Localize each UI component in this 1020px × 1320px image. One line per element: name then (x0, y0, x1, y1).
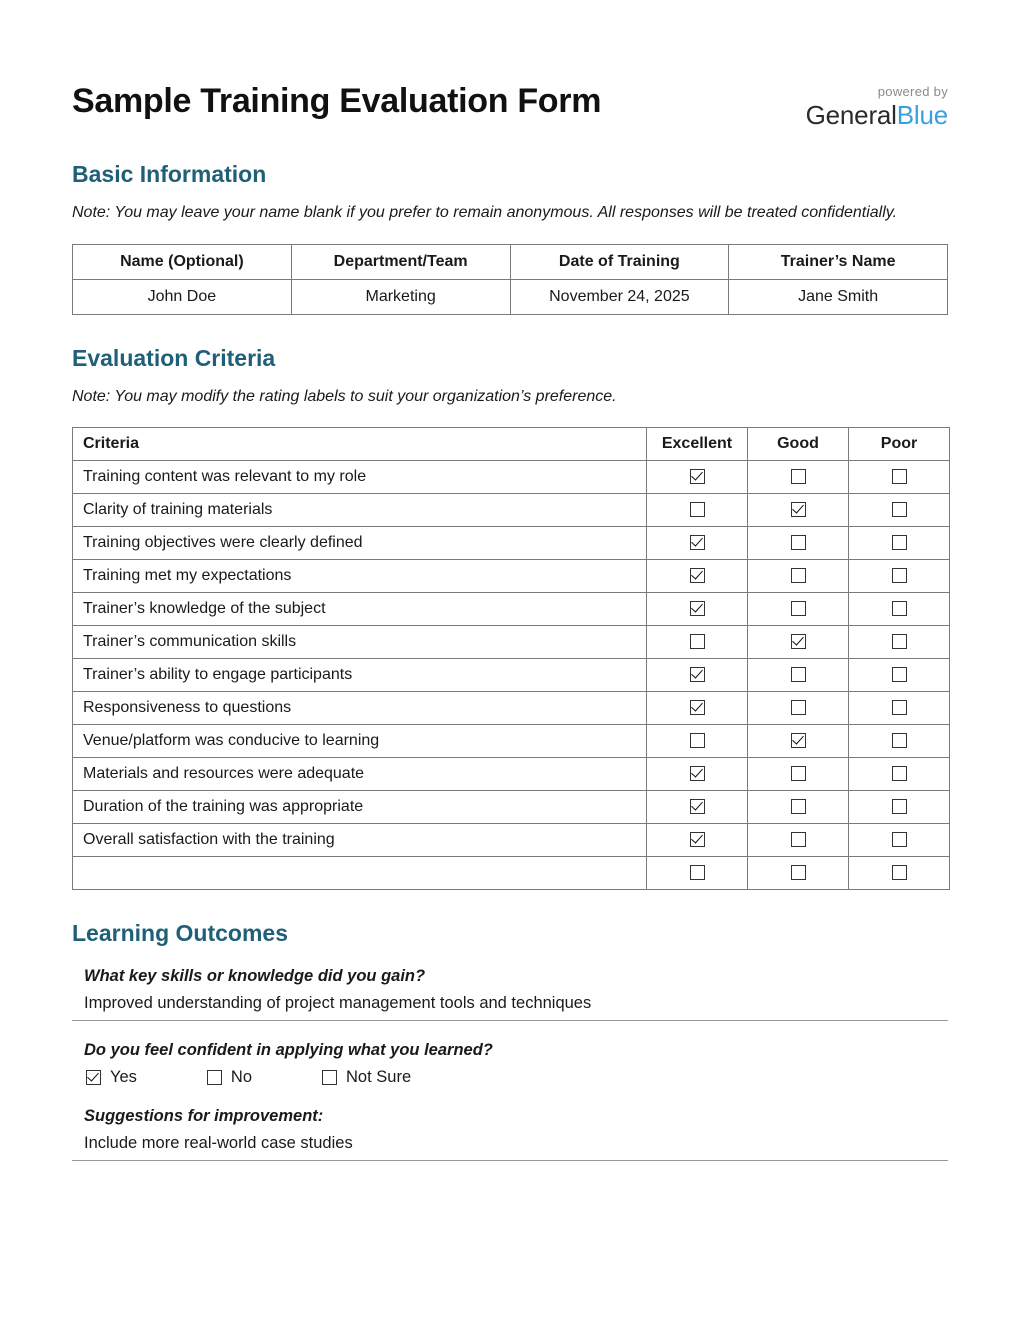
checkbox-poor-cell[interactable] (849, 857, 950, 890)
checkbox-excellent[interactable] (690, 733, 705, 748)
checkbox-excellent-cell[interactable] (647, 857, 748, 890)
checkbox-excellent-cell[interactable] (647, 692, 748, 725)
column-header-good: Good (748, 428, 849, 461)
checkbox-excellent-cell[interactable] (647, 461, 748, 494)
checkbox-poor[interactable] (892, 667, 907, 682)
criteria-label: Training met my expectations (73, 560, 647, 593)
field-date-value[interactable]: November 24, 2025 (510, 279, 729, 314)
checkbox-excellent-cell[interactable] (647, 791, 748, 824)
criteria-label: Trainer’s knowledge of the subject (73, 593, 647, 626)
field-department-value[interactable]: Marketing (291, 279, 510, 314)
checkbox-excellent[interactable] (690, 469, 705, 484)
checkbox-good-cell[interactable] (748, 494, 849, 527)
checkbox-poor-cell[interactable] (849, 593, 950, 626)
checkbox-good[interactable] (791, 667, 806, 682)
table-row (73, 560, 950, 593)
checkbox-poor-cell[interactable] (849, 791, 950, 824)
table-row (73, 527, 950, 560)
checkbox-good[interactable] (791, 535, 806, 550)
checkbox-good-cell[interactable] (748, 791, 849, 824)
question-1-answer[interactable]: Improved understanding of project management tools and techniques (72, 994, 948, 1021)
checkbox-poor-cell[interactable] (849, 494, 950, 527)
checkbox-poor[interactable] (892, 601, 907, 616)
criteria-label: Venue/platform was conducive to learning (73, 725, 647, 758)
checkbox-poor[interactable] (892, 469, 907, 484)
section-title-basic-information: Basic Information (72, 161, 267, 187)
checkbox-poor-cell[interactable] (849, 461, 950, 494)
section-title-evaluation-criteria: Evaluation Criteria (72, 344, 276, 371)
document-header (72, 70, 948, 131)
criteria-label (73, 857, 647, 890)
basic-information-note: Note: You may leave your name blank if you prefer to remain anonymous. All responses will be treated confidentially. (72, 204, 898, 221)
checkbox-poor[interactable] (892, 700, 907, 715)
checkbox-good-cell[interactable] (748, 560, 849, 593)
question-3-label: Suggestions for improvement: (84, 1107, 324, 1126)
checkbox-good[interactable] (791, 700, 806, 715)
column-header-name: Name (Optional) (73, 244, 292, 279)
checkbox-excellent[interactable] (690, 766, 705, 781)
field-trainer-value[interactable]: Jane Smith (729, 279, 948, 314)
checkbox-good-cell[interactable] (748, 659, 849, 692)
column-header-criteria: Criteria (73, 428, 647, 461)
criteria-label: Duration of the training was appropriate (73, 791, 647, 824)
checkbox-poor-cell[interactable] (849, 626, 950, 659)
criteria-label: Clarity of training materials (73, 494, 647, 527)
checkbox-poor[interactable] (892, 832, 907, 847)
checkbox-good[interactable] (791, 733, 806, 748)
checkbox-good[interactable] (791, 766, 806, 781)
checkbox-poor[interactable] (892, 634, 907, 649)
page-title: Sample Training Evaluation Form (72, 82, 602, 120)
checkbox-excellent-cell[interactable] (647, 593, 748, 626)
table-row (73, 692, 950, 725)
checkbox-good[interactable] (791, 832, 806, 847)
table-row (73, 593, 950, 626)
checkbox-excellent-cell[interactable] (647, 659, 748, 692)
table-row (73, 791, 950, 824)
checkbox-good-cell[interactable] (748, 527, 849, 560)
checkbox-good[interactable] (791, 601, 806, 616)
checkbox-poor[interactable] (892, 766, 907, 781)
checkbox-good[interactable] (791, 865, 806, 880)
checkbox-excellent-cell[interactable] (647, 626, 748, 659)
question-2-label: Do you feel confident in applying what you learned? (84, 1041, 493, 1060)
checkbox-poor-cell[interactable] (849, 824, 950, 857)
criteria-label: Training content was relevant to my role (73, 461, 647, 494)
checkbox-good[interactable] (791, 799, 806, 814)
checkbox-poor-cell[interactable] (849, 659, 950, 692)
checkbox-poor[interactable] (892, 535, 907, 550)
column-header-poor: Poor (849, 428, 950, 461)
table-header-row (73, 244, 948, 279)
table-row (73, 279, 948, 314)
checkbox-poor[interactable] (892, 568, 907, 583)
checkbox-poor[interactable] (892, 733, 907, 748)
checkbox-poor-cell[interactable] (849, 758, 950, 791)
checkbox-excellent-cell[interactable] (647, 824, 748, 857)
table-row (73, 461, 950, 494)
choice-checkbox[interactable] (207, 1070, 222, 1085)
column-header-excellent: Excellent (647, 428, 748, 461)
table-row (73, 824, 950, 857)
choice-checkbox[interactable] (322, 1070, 337, 1085)
checkbox-excellent-cell[interactable] (647, 758, 748, 791)
criteria-label: Training objectives were clearly defined (73, 527, 647, 560)
choice-not-sure[interactable] (322, 1068, 411, 1087)
column-header-date: Date of Training (510, 244, 729, 279)
checkbox-excellent[interactable] (690, 634, 705, 649)
table-row (73, 857, 950, 890)
column-header-trainer: Trainer’s Name (729, 244, 948, 279)
checkbox-good[interactable] (791, 502, 806, 517)
checkbox-excellent-cell[interactable] (647, 494, 748, 527)
checkbox-excellent[interactable] (690, 700, 705, 715)
checkbox-good-cell[interactable] (748, 692, 849, 725)
section-title-learning-outcomes: Learning Outcomes (72, 920, 288, 947)
checkbox-good-cell[interactable] (748, 725, 849, 758)
checkbox-excellent[interactable] (690, 865, 705, 880)
brand-name-general: General (805, 100, 897, 130)
choice-checkbox[interactable] (86, 1070, 101, 1085)
checkbox-excellent[interactable] (690, 601, 705, 616)
checkbox-excellent[interactable] (690, 799, 705, 814)
checkbox-excellent-cell[interactable] (647, 527, 748, 560)
checkbox-good[interactable] (791, 568, 806, 583)
checkbox-excellent[interactable] (690, 502, 705, 517)
brand-name-blue: Blue (896, 100, 948, 130)
table-row (73, 626, 950, 659)
table-row (73, 494, 950, 527)
table-row (73, 659, 950, 692)
brand-powered-by: powered by (877, 84, 948, 99)
criteria-label: Materials and resources were adequate (73, 758, 647, 791)
checkbox-good-cell[interactable] (748, 626, 849, 659)
table-header-row (73, 428, 950, 461)
checkbox-excellent[interactable] (690, 832, 705, 847)
table-row (73, 725, 950, 758)
choice-label: Yes (110, 1068, 137, 1087)
checkbox-poor[interactable] (892, 799, 907, 814)
checkbox-poor-cell[interactable] (849, 560, 950, 593)
evaluation-criteria-table (72, 427, 950, 890)
brand-logo (806, 70, 948, 131)
question-2-choices (86, 1068, 948, 1087)
checkbox-excellent[interactable] (690, 568, 705, 583)
brand-name (806, 100, 948, 131)
table-row (73, 758, 950, 791)
choice-yes[interactable] (86, 1068, 137, 1087)
choice-label: No (230, 1068, 253, 1087)
checkbox-good[interactable] (791, 634, 806, 649)
basic-information-table (72, 244, 948, 315)
column-header-department: Department/Team (291, 244, 510, 279)
criteria-label: Overall satisfaction with the training (73, 824, 647, 857)
checkbox-good-cell[interactable] (748, 824, 849, 857)
field-name-value[interactable]: John Doe (73, 279, 292, 314)
evaluation-criteria-note: Note: You may modify the rating labels to suit your organization’s preference. (72, 387, 617, 405)
checkbox-poor-cell[interactable] (849, 527, 950, 560)
checkbox-good[interactable] (791, 469, 806, 484)
choice-label: Not Sure (346, 1068, 412, 1087)
checkbox-good-cell[interactable] (748, 857, 849, 890)
question-3-answer[interactable]: Include more real-world case studies (72, 1134, 948, 1161)
checkbox-excellent[interactable] (690, 535, 705, 550)
checkbox-good-cell[interactable] (748, 461, 849, 494)
checkbox-good-cell[interactable] (748, 593, 849, 626)
checkbox-poor[interactable] (892, 865, 907, 880)
checkbox-poor-cell[interactable] (849, 725, 950, 758)
question-1-label: What key skills or knowledge did you gain? (84, 967, 426, 986)
criteria-label: Responsiveness to questions (73, 692, 647, 725)
choice-no[interactable] (207, 1068, 252, 1087)
criteria-label: Trainer’s ability to engage participants (73, 659, 647, 692)
checkbox-excellent-cell[interactable] (647, 560, 748, 593)
checkbox-excellent[interactable] (690, 667, 705, 682)
checkbox-excellent-cell[interactable] (647, 725, 748, 758)
checkbox-poor[interactable] (892, 502, 907, 517)
criteria-label: Trainer’s communication skills (73, 626, 647, 659)
checkbox-poor-cell[interactable] (849, 692, 950, 725)
checkbox-good-cell[interactable] (748, 758, 849, 791)
